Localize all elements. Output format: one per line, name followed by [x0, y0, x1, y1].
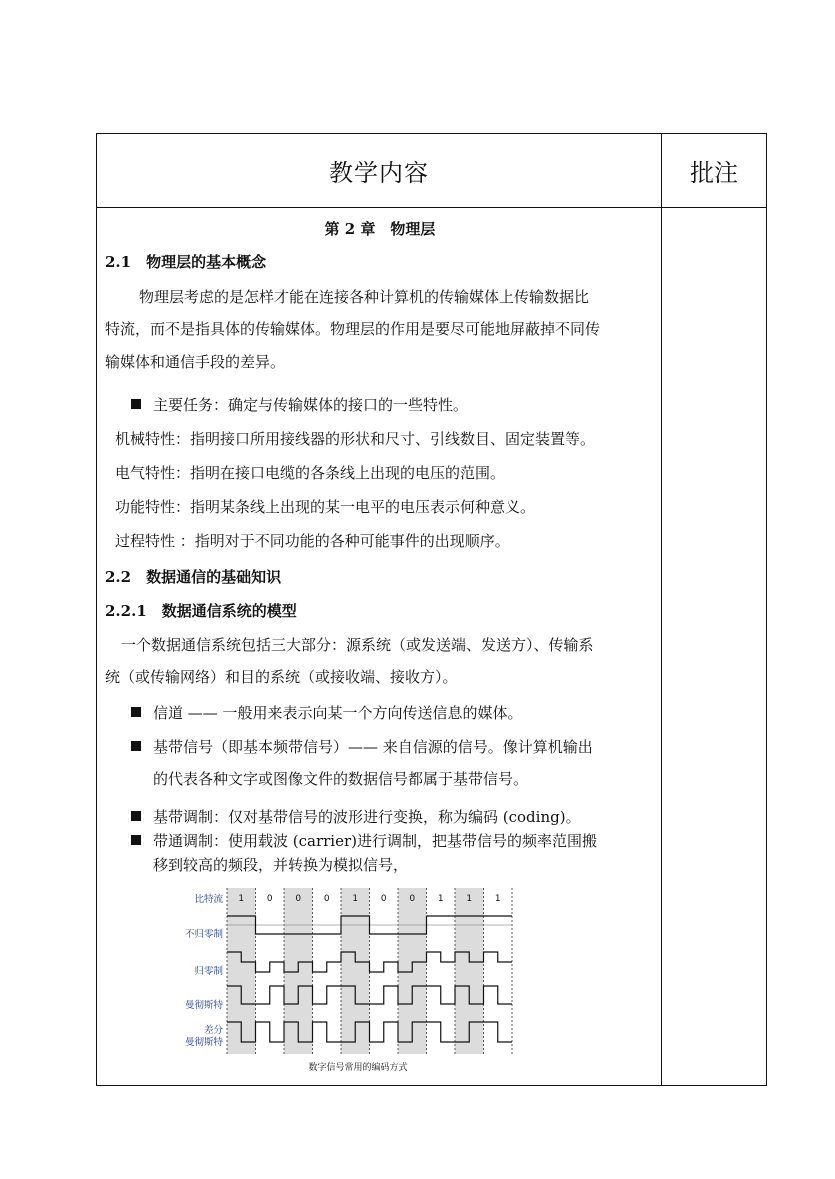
paragraph-line: 一个数据通信系统包括三大部分：源系统（或发送端、发送方）、传输系: [121, 636, 594, 654]
paragraph-line: 特流，而不是指具体的传输媒体。物理层的作用是要尽可能地屏蔽掉不同传: [105, 320, 601, 338]
bit-label: 0: [295, 894, 302, 904]
bullet-continuation: 移到较高的频段，并转换为模拟信号，: [153, 856, 409, 874]
bullet-item: [131, 830, 597, 851]
bullet-square-icon: [131, 741, 141, 751]
diff-manchester-waveform: [227, 1022, 512, 1042]
bullet-text: 基带调制：仅对基带信号的波形进行变换，称为编码 (coding)。: [153, 808, 581, 826]
row-label-rz: 归零制: [194, 966, 223, 977]
row-label-diff-manchester: 曼彻斯特: [184, 1037, 223, 1048]
bit-label: 1: [238, 894, 245, 904]
encoding-diagram: [165, 886, 515, 1076]
paragraph-line: 统（或传输网络）和目的系统（或接收端、接收方）。: [105, 668, 458, 686]
paragraph-line: 功能特性：指明某条线上出现的某一电平的电压表示何种意义。: [115, 498, 536, 516]
paragraph-line: 电气特性：指明在接口电缆的各条线上出现的电压的范围。: [115, 464, 506, 482]
diagram-caption: 数字信号常用的编码方式: [308, 1063, 408, 1073]
header-divider: [97, 207, 766, 208]
bit-label: 0: [323, 894, 330, 904]
bit-label: 1: [352, 894, 359, 904]
row-label-nrz: 不归零制: [184, 929, 223, 940]
column-divider: [661, 134, 662, 1085]
row-label-diff: 差分: [203, 1025, 223, 1036]
bullet-square-icon: [131, 707, 141, 717]
paragraph-line: 过程特性 ：指明对于不同功能的各种可能事件的出现顺序。: [115, 532, 510, 550]
section-2-1-title: 2.1 物理层的基本概念: [105, 253, 267, 271]
paragraph-line: 物理层考虑的是怎样才能在连接各种计算机的传输媒体上传输数据比: [139, 288, 590, 306]
bullet-square-icon: [131, 399, 141, 409]
bit-label: 0: [266, 894, 273, 904]
header-content: 教学内容: [329, 159, 429, 187]
bullet-square-icon: [131, 835, 141, 845]
bullet-text: 主要任务：确定与传输媒体的接口的一些特性。: [153, 396, 469, 414]
section-2-2-title: 2.2 数据通信的基础知识: [105, 568, 282, 586]
bullet-square-icon: [131, 811, 141, 821]
paragraph-line: 输媒体和通信手段的差异。: [105, 353, 286, 371]
bullet-text: 基带信号（即基本频带信号）—— 来自信源的信号。像计算机输出: [153, 738, 593, 756]
bit-label: 1: [466, 894, 473, 904]
bit-label: 1: [437, 894, 444, 904]
bit-label: 0: [380, 894, 387, 904]
paragraph-line: 机械特性：指明接口所用接线器的形状和尺寸、引线数目、固定装置等。: [115, 430, 596, 448]
bullet-continuation: 的代表各种文字或图像文件的数据信号都属于基带信号。: [153, 770, 529, 788]
bullet-text: 信道 —— 一般用来表示向某一个方向传送信息的媒体。: [153, 704, 523, 722]
bullet-item: [131, 736, 593, 757]
bit-label: 1: [494, 894, 501, 904]
bullet-item: [131, 702, 523, 723]
lesson-table: [96, 133, 767, 1086]
row-label-bitstream: 比特流: [194, 894, 223, 905]
chapter-title: 第 2 章 物理层: [324, 220, 436, 238]
bullet-text: 带通调制：使用载波 (carrier)进行调制，把基带信号的频率范围搬: [153, 832, 598, 850]
header-notes: 批注: [690, 159, 738, 187]
bullet-item: [131, 394, 468, 415]
bullet-item: [131, 806, 581, 827]
section-2-2-1-title: 2.2.1 数据通信系统的模型: [105, 602, 297, 620]
row-label-manchester: 曼彻斯特: [184, 1000, 223, 1011]
bit-label: 0: [409, 894, 416, 904]
